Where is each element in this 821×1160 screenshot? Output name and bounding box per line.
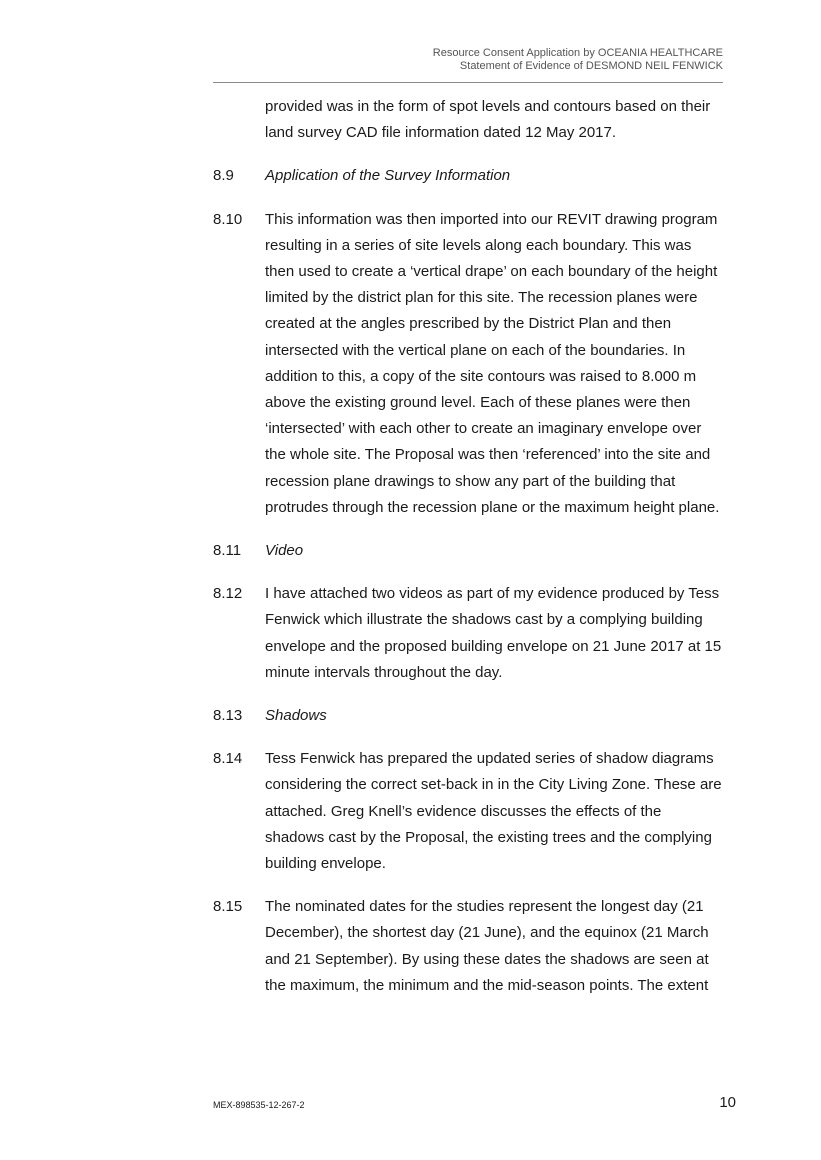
- paragraph-number: 8.10: [213, 210, 243, 228]
- header-line-2: Statement of Evidence of DESMOND NEIL FENWICK: [459, 60, 723, 72]
- paragraph-number: 8.12: [213, 585, 243, 603]
- running-header: [213, 47, 723, 73]
- continued-paragraph: provided was in the form of spot levels and contours based on their land survey CAD file information dated 12 May 2017.: [265, 98, 711, 142]
- paragraph-8-15: [213, 894, 723, 999]
- heading-text: Application of the Survey Information: [265, 167, 511, 185]
- section-heading-8-9: [213, 163, 723, 189]
- paragraph-text: I have attached two videos as part of my evidence produced by Tess Fenwick which illustrate the shadows cast by a complying building envelope and the proposed building envelope on 21 June 2017 at 15 minute intervals throughout the day.: [265, 585, 722, 681]
- paragraph-number: 8.9: [213, 167, 234, 185]
- paragraph-number: 8.15: [213, 898, 243, 916]
- page-number: 10: [719, 1094, 736, 1111]
- header-divider: [213, 82, 723, 83]
- document-reference: MEX-898535-12-267-2: [213, 1100, 305, 1110]
- header-line-1: Resource Consent Application by OCEANIA HEALTHCARE: [432, 47, 723, 59]
- document-body: [213, 94, 723, 1016]
- paragraph-text: Tess Fenwick has prepared the updated series of shadow diagrams considering the correct set-back in in the City Living Zone. These are attached. Greg Knell’s evidence discusses the effects of the shadows cast by the Proposal, the existing trees and the complying building envelope.: [265, 750, 722, 873]
- paragraph-number: 8.14: [213, 750, 243, 768]
- section-heading-8-13: [213, 703, 723, 729]
- heading-text: Video: [265, 542, 304, 560]
- paragraph-8-14: [213, 746, 723, 877]
- paragraph-8-12: [213, 581, 723, 686]
- section-heading-8-11: [213, 538, 723, 564]
- paragraph-number: 8.13: [213, 707, 243, 725]
- paragraph-text: The nominated dates for the studies represent the longest day (21 December), the shortest day (21 June), and the equinox (21 March and 21 September). By using these dates the shadows are seen at the maximum, the minimum and the mid-season points. The extent: [265, 898, 709, 994]
- heading-text: Shadows: [265, 707, 327, 725]
- paragraph-8-10: [213, 207, 723, 521]
- paragraph-text: This information was then imported into our REVIT drawing program resulting in a series of site levels along each boundary. This was then used to create a ‘vertical drape’ on each boundary of the height limited by the district plan for this site. The recession planes were created at the angles prescribed by the District Plan and then intersected with the vertical plane on each of the boundaries. In addition to this, a copy of the site contours was raised to 8.000 m above the existing ground level. Each of these planes were then ‘intersected’ with each other to create an imaginary envelope over the whole site. The Proposal was then ‘referenced’ into the site and recession plane drawings to show any part of the building that protrudes through the recession plane or the maximum height plane.: [265, 210, 720, 516]
- paragraph-number: 8.11: [213, 542, 242, 560]
